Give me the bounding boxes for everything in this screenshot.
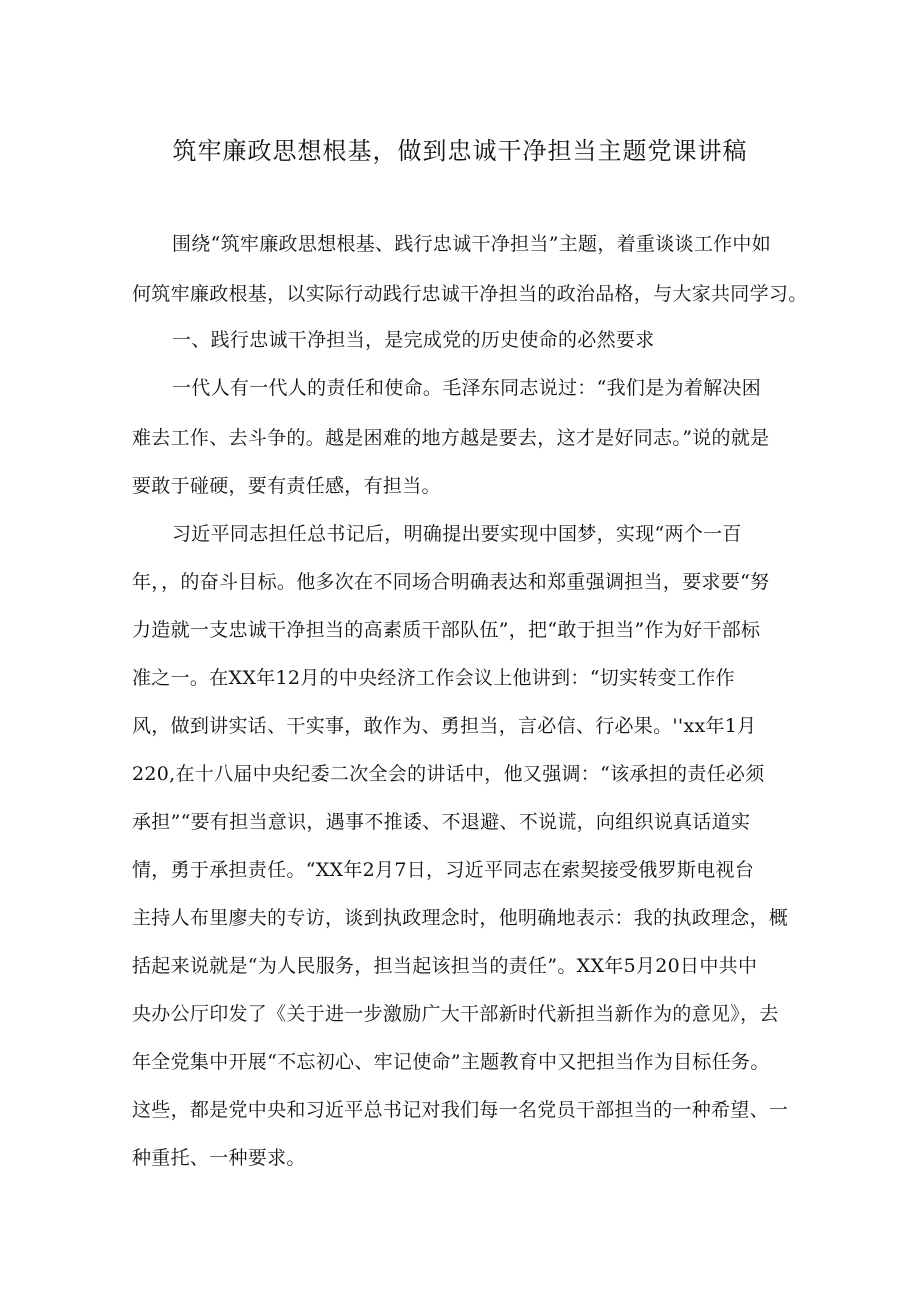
paragraph-line: 括起来说就是“为人民服务，担当起该担当的责任”。XX年5月20日中共中 [132,955,758,977]
document-title: 筑牢廉政思想根基，做到忠诚干净担当主题党课讲稿 [172,137,748,165]
paragraph-line: 风，做到讲实话、干实事，敢作为、勇担当，言必信、行必果。''xx年1月 [132,715,757,737]
paragraph-line: 要敢于碰硬，要有责任感，有担当。 [132,475,441,497]
paragraph-line: 年全党集中开展“不忘初心、牢记使命”主题教育中又把担当作为目标任务。 [132,1051,770,1073]
paragraph-line: 央办公厅印发了《关于进一步激励广大干部新时代新担当新作为的意见》，去 [132,1003,779,1025]
paragraph-line: 种重托、一种要求。 [132,1147,306,1169]
paragraph-line: 难去工作、去斗争的。越是困难的地方越是要去，这才是好同志。”说的就是 [132,427,770,449]
paragraph-line: 何筑牢廉政根基，以实际行动践行忠诚干净担当的政治品格，与大家共同学习。 [132,283,808,305]
paragraph-line: 围绕“筑牢廉政思想根基、践行忠诚干净担当”主题，着重谈谈工作中如 [172,233,772,255]
paragraph-line: 年，，的奋斗目标。他多次在不同场合明确表达和郑重强调担当，要求要“努 [132,571,770,593]
paragraph-line: 主持人布里廖夫的专访，谈到执政理念时，他明确地表示：我的执政理念，概 [132,907,789,929]
section-heading: 一、践行忠诚干净担当，是完成党的历史使命的必然要求 [172,329,655,351]
paragraph-line: 承担”“要有担当意识，遇事不推诿、不退避、不说谎，向组织说真话道实 [132,811,751,833]
paragraph-line: 这些，都是党中央和习近平总书记对我们每一名党员干部担当的一种希望、一 [132,1099,789,1121]
paragraph-line: 情，勇于承担责任。“XX年2月7日，习近平同志在索契接受俄罗斯电视台 [132,859,755,881]
paragraph-line: 力造就一支忠诚干净担当的高素质干部队伍”，把“敢于担当”作为好干部标 [132,619,761,641]
paragraph-line: 220,在十八届中央纪委二次全会的讲话中，他又强调：“该承担的责任必须 [132,763,765,785]
paragraph-line: 准之一。在XX年12月的中央经济工作会议上他讲到：“切实转变工作作 [132,667,735,689]
paragraph-line: 一代人有一代人的责任和使命。毛泽东同志说过：“我们是为着解决困 [172,377,762,399]
paragraph-line: 习近平同志担任总书记后，明确提出要实现中国梦，实现“两个一百 [172,523,742,545]
